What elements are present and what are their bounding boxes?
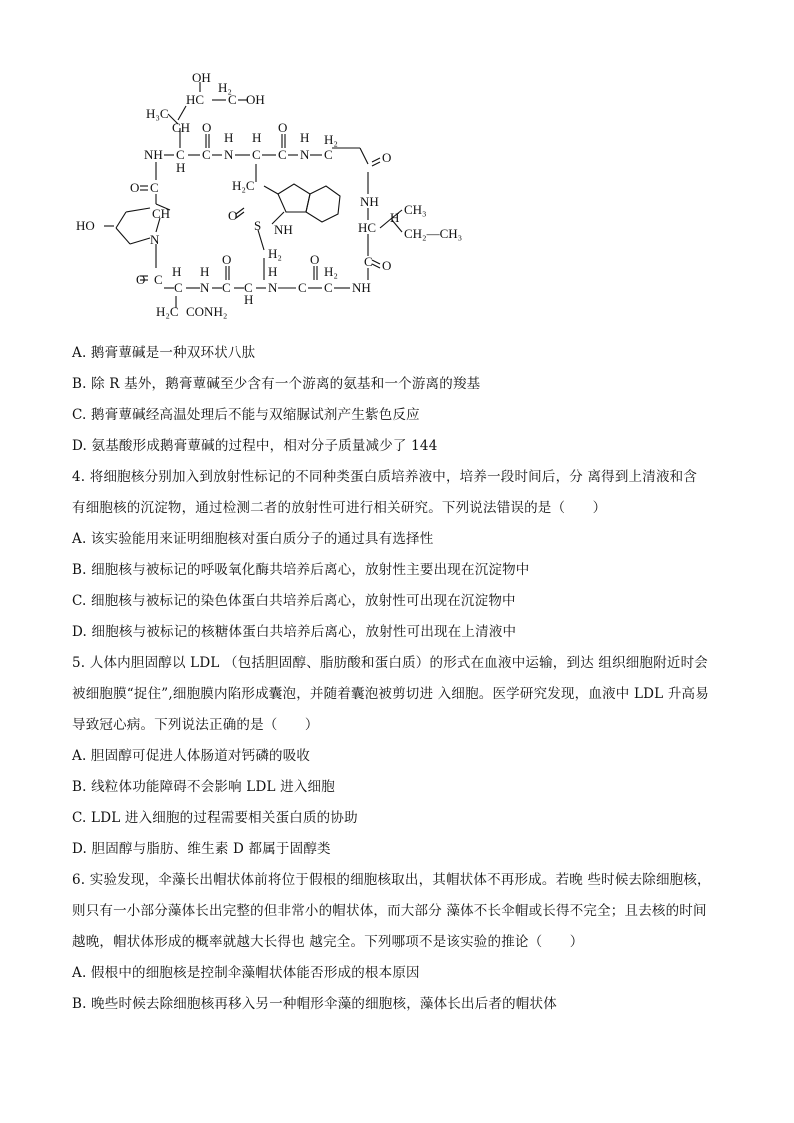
label-nh-indole: NH: [274, 222, 293, 237]
question-6-line-3: 越晚，帽状体形成的概率就越大长得也 越完全。下列哪项不是该实验的推论（ ）: [72, 934, 584, 950]
question-5-line-2: 被细胞膜“捉住”,细胞膜内陷形成囊泡，并随着囊泡被剪切进 入细胞。医学研究发现，血液中 LDL 升高易: [72, 686, 709, 702]
label-c-9: C: [244, 280, 253, 295]
option-6a: A. 假根中的细胞核是控制伞藻帽状体能否形成的根本原因: [72, 965, 420, 981]
label-h2-top: H₂: [218, 80, 232, 95]
label-h-c7: H: [172, 264, 182, 279]
label-n-2: N: [300, 147, 310, 162]
label-h2-b: H₂: [324, 132, 338, 147]
chemical-structure-figure: [60, 62, 490, 332]
label-h-n4: H: [268, 264, 278, 279]
label-ch-r: CH: [152, 206, 171, 221]
label-c-2: C: [202, 147, 211, 162]
label-ch-a: CH: [172, 120, 191, 135]
option-5c: C. LDL 进入细胞的过程需要相关蛋白质的协助: [72, 810, 358, 826]
question-4-line-1: 4. 将细胞核分别加入到放射性标记的不同种类蛋白质培养液中，培养一段时间后，分 离得到上清液和含: [72, 469, 698, 485]
label-h2-d: H₂: [268, 246, 282, 261]
option-3c: C. 鹅膏蕈碱经高温处理后不能与双缩脲试剂产生紫色反应: [72, 407, 420, 423]
label-o-2: O: [278, 120, 288, 135]
label-h2c-2: H₂C: [156, 304, 179, 319]
label-hc-top: HC: [186, 92, 205, 107]
label-oh-top: OH: [192, 70, 211, 85]
question-4-line-2: 有细胞核的沉淀物，通过检测二者的放射性可进行相关研究。下列说法错误的是（ ）: [72, 500, 607, 516]
question-6-line-1: 6. 实验发现，伞藻长出帽状体前将位于假根的细胞核取出，其帽状体不再形成。若晚 些时候去除细胞核，: [72, 872, 711, 888]
label-oh-right: OH: [246, 92, 265, 107]
label-h-n3: H: [200, 264, 210, 279]
cyclic-peptide-structure: [60, 62, 490, 332]
label-nh-2: NH: [360, 194, 379, 209]
label-nh-3: NH: [352, 280, 371, 295]
question-6-line-2: 则只有一小部分藻体长出完整的但非常小的帽状体，而大部分 藻体不长伞帽或长得不完全；且去核的时间: [72, 903, 707, 919]
label-c-5: C: [324, 147, 333, 162]
label-ch2ch3: CH₂—CH₃: [404, 226, 463, 241]
label-ch3: CH₃: [404, 202, 427, 217]
label-o-1: O: [202, 120, 212, 135]
label-h3c: H₃C: [146, 106, 169, 121]
option-6b: B. 晚些时候去除细胞核再移入另一种帽形伞藻的细胞核，藻体长出后者的帽状体: [72, 996, 557, 1012]
option-3d: D. 氨基酸形成鹅膏蕈碱的过程中，相对分子质量减少了 144: [72, 438, 438, 454]
label-o-3: O: [382, 150, 392, 165]
question-5-line-3: 导致冠心病。下列说法正确的是（ ）: [72, 717, 319, 733]
label-o-9: O: [382, 258, 392, 273]
label-n-ring: N: [150, 232, 160, 247]
label-n-4: N: [268, 280, 278, 295]
label-c-1: C: [176, 147, 185, 162]
label-c-6: C: [150, 180, 159, 195]
label-h-n2: H: [300, 130, 310, 145]
label-h-n1: H: [224, 130, 234, 145]
label-o-8: O: [310, 252, 320, 267]
option-4d: D. 细胞核与被标记的核糖体蛋白共培养后离心，放射性可出现在上清液中: [72, 624, 517, 640]
option-3b: B. 除 R 基外，鹅膏蕈碱至少含有一个游离的氨基和一个游离的羧基: [72, 376, 481, 392]
label-h-2: H: [252, 130, 262, 145]
label-o-5: O: [130, 180, 140, 195]
label-conh2: CONH₂: [186, 304, 228, 319]
option-4c: C. 细胞核与被标记的染色体蛋白共培养后离心，放射性可出现在沉淀物中: [72, 593, 516, 609]
option-5b: B. 线粒体功能障碍不会影响 LDL 进入细胞: [72, 779, 335, 795]
label-hc-2: HC: [358, 220, 377, 235]
option-4a: A. 该实验能用来证明细胞核对蛋白质分子的通过具有选择性: [72, 531, 434, 547]
label-c-10: C: [298, 280, 307, 295]
option-3a: A. 鹅膏蕈碱是一种双环状八肽: [72, 345, 256, 361]
question-text: [72, 338, 752, 1020]
label-o-7: O: [222, 252, 232, 267]
label-o-6: O: [136, 272, 146, 287]
label-s: S: [254, 218, 262, 233]
label-h-ring: H: [390, 210, 400, 225]
label-c-3: C: [252, 147, 261, 162]
label-n-3: N: [200, 280, 210, 295]
label-c-7: C: [154, 272, 163, 287]
label-c-4: C: [278, 147, 287, 162]
label-h2-e: H₂: [324, 264, 338, 279]
label-c-11: C: [324, 280, 333, 295]
label-h-1: H: [176, 160, 186, 175]
label-o-s: O: [228, 208, 238, 223]
label-h2c: H₂C: [232, 178, 255, 193]
option-5d: D. 胆固醇与脂肪、维生素 D 都属于固醇类: [72, 841, 331, 857]
label-n-1: N: [224, 147, 234, 162]
label-nh-1: NH: [144, 147, 163, 162]
label-h-c9: H: [244, 292, 254, 307]
label-c-12: C: [174, 280, 183, 295]
question-5-line-1: 5. 人体内胆固醇以 LDL （包括胆固醇、脂肪酸和蛋白质）的形式在血液中运输，到达 组织细胞附近时会: [72, 655, 708, 671]
label-c-top: C: [228, 92, 237, 107]
label-c-8: C: [222, 280, 231, 295]
label-c-13: C: [364, 254, 373, 269]
option-4b: B. 细胞核与被标记的呼吸氧化酶共培养后离心，放射性主要出现在沉淀物中: [72, 562, 530, 578]
option-5a: A. 胆固醇可促进人体肠道对钙磷的吸收: [72, 748, 311, 764]
label-ho: HO: [76, 218, 95, 233]
